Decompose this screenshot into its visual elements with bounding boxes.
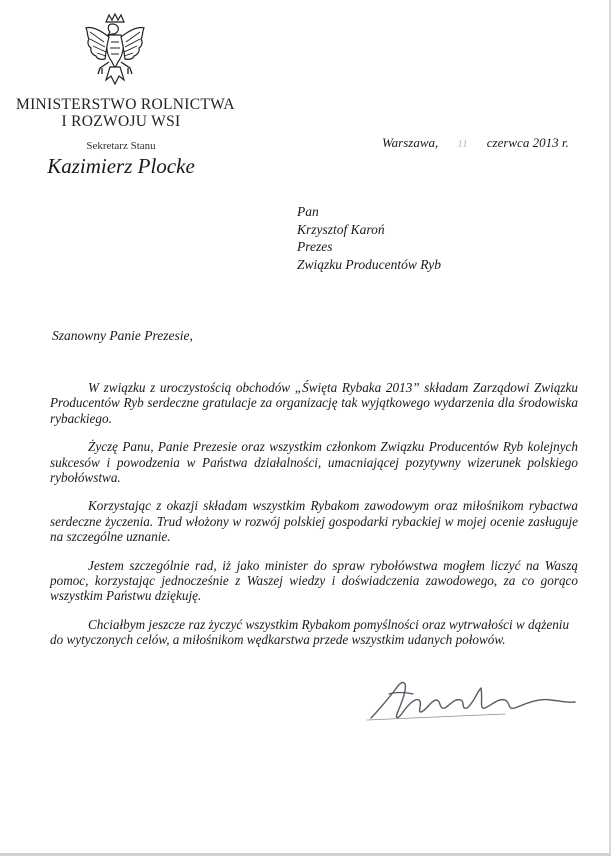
ministry-name — [16, 96, 235, 130]
sender-name: Kazimierz Plocke — [47, 154, 195, 178]
paragraph-5: Chciałbym jeszcze raz życzyć wszystkim Rybakom pomyślności oraz wytrwałości w dążeniu do wytyczonych celów, a miłośnikom wędkarstwa przede wszystkim udanych połowów. — [50, 616, 570, 648]
recipient-line-3: Prezes — [297, 239, 333, 254]
ministry-line-1: MINISTERSTWO ROLNICTWA — [16, 96, 235, 113]
place-and-date — [382, 135, 569, 151]
salutation: Szanowny Panie Prezesie, — [52, 328, 193, 343]
recipient-line-1: Pan — [297, 204, 319, 219]
month-year: czerwca 2013 r. — [486, 135, 569, 150]
day-handwritten: 11 — [457, 138, 468, 150]
recipient-line-2: Krzysztof Karoń — [297, 221, 385, 237]
paragraph-1: W związku z uroczystością obchodów „Święta Rybaka 2013” składam Zarządowi Związku Producentów Ryb serdeczne gratulacje za organizację tak wyjątkowego wydarzenia dla środowiska rybackiego. — [50, 380, 578, 426]
recipient-block — [297, 203, 441, 273]
ministry-line-2: I ROZWOJU WSI — [61, 113, 181, 130]
paragraph-2: Życzę Panu, Panie Prezesie oraz wszystkim członkom Związku Producentów Ryb kolejnych sukcesów i powodzenia w Państwa działalności, umacniającej pozytywny wizerunek polskiego rybołówstwa. — [50, 439, 578, 486]
handwritten-signature-icon — [365, 670, 580, 725]
recipient-line-4: Związku Producentów Ryb — [297, 256, 441, 272]
paragraph-4: Jestem szczególnie rad, iż jako minister do spraw rybołówstwa mogłem liczyć na Waszą pomoc, korzystając jednocześnie z Waszej wiedzy i doświadczenia zawodowego, za co gorąco wszystkim Państwu dziękuję. — [50, 557, 578, 604]
paragraph-3: Korzystając z okazji składam wszystkim Rybakom zawodowym oraz miłośnikom rybactwa serdeczne życzenia. Trud włożony w rozwój polskiej gospodarki rybackiej w mojej ocenie zasługuje na szczególne uznanie. — [50, 498, 578, 545]
polish-eagle-emblem-icon — [82, 12, 148, 94]
sender-role: Sekretarz Stanu — [86, 140, 156, 152]
letter-body — [50, 380, 578, 661]
place: Warszawa, — [382, 135, 439, 150]
